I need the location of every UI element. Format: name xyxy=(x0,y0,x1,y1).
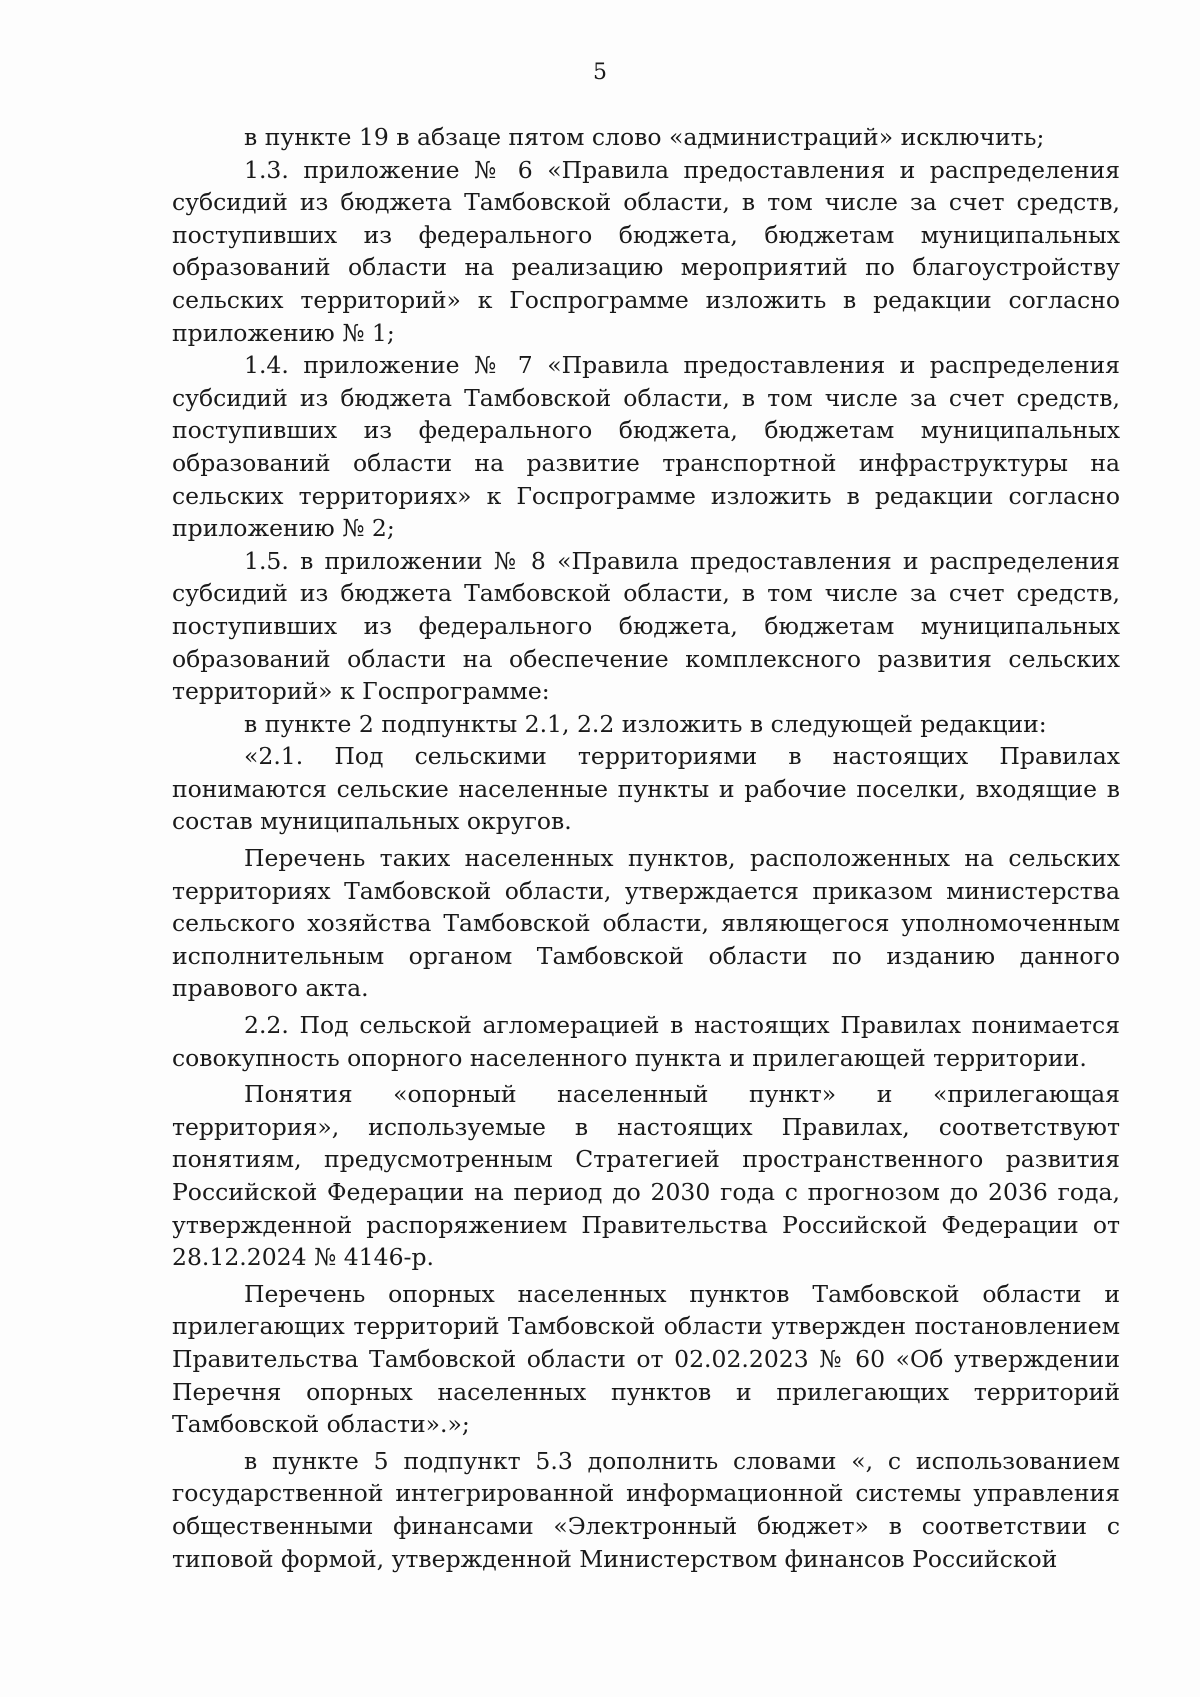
paragraph-1: в пункте 19 в абзаце пятом слово «администраций» исключить; xyxy=(244,123,1045,151)
paragraph-5: в пункте 2 подпункты 2.1, 2.2 изложить в следующей редакции: xyxy=(244,709,1047,738)
paragraph-6: «2.1. Под сельскими территориями в настоящих Правилах понимаются сельские населенные пункты и рабочие поселки, входящие в состав муниципальных округов. xyxy=(172,742,1120,836)
paragraph-4: 1.5. в приложении № 8 «Правила предоставления и распределения субсидий из бюджета Тамбовской области, в том числе за счет средств, поступивших из федерального бюджета, бюджетам муниципальных образований области на обеспечение комплексного развития сельских территорий» к Госпрограмме: xyxy=(172,546,1120,706)
paragraph-3: 1.4. приложение № 7 «Правила предоставления и распределения субсидий из бюджета Тамбовской области, в том числе за счет средств, поступивших из федерального бюджета, бюджетам муниципальных образований области на развитие транспортной инфраструктуры на сельских территориях» к Госпрограмме изложить в редакции согласно приложению № 2; xyxy=(172,351,1120,543)
paragraph-9: Понятия «опорный населенный пункт» и «прилегающая территория», используемые в настоящих Правилах, соответствуют понятиям, предусмотренным Стратегией пространственного развития Российской Федерации на период до 2030 года с прогнозом до 2036 года, утвержденной распоряжением Правительства Российской Федерации от 28.12.2024 № 4146-р. xyxy=(172,1080,1120,1272)
paragraph-11: в пункте 5 подпункт 5.3 дополнить словами «, с использованием государственной интегрированной информационной системы управления общественными финансами «Электронный бюджет» в соответствии с типовой формой, утвержденной Министерством финансов Российской xyxy=(172,1446,1120,1573)
paragraph-7: Перечень таких населенных пунктов, расположенных на сельских территориях Тамбовской области, утверждается приказом министерства сельского хозяйства Тамбовской области, являющегося уполномоченным исполнительным органом Тамбовской области по изданию данного правового акта. xyxy=(172,844,1120,1003)
paragraph-2: 1.3. приложение № 6 «Правила предоставления и распределения субсидий из бюджета Тамбовской области, в том числе за счет средств, поступивших из федерального бюджета, бюджетам муниципальных образований области на реализацию мероприятий по благоустройству сельских территорий» к Госпрограмме изложить в редакции согласно приложению № 1; xyxy=(172,155,1120,347)
paragraph-8: 2.2. Под сельской агломерацией в настоящих Правилах понимается совокупность опорного населенного пункта и прилегающей территории. xyxy=(172,1011,1120,1072)
document-body xyxy=(172,121,1120,1575)
paragraph-10: Перечень опорных населенных пунктов Тамбовской области и прилегающих территорий Тамбовской области утвержден постановлением Правительства Тамбовской области от 02.02.2023 № 60 «Об утверждении Перечня опорных населенных пунктов и прилегающих территорий Тамбовской области».»; xyxy=(172,1279,1120,1439)
page-number: 5 xyxy=(593,60,607,85)
